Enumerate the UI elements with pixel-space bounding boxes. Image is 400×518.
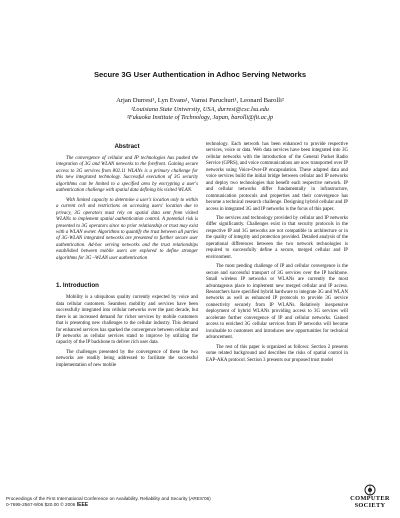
abstract-section	[56, 143, 198, 262]
body-paragraph-3: The most pending challenge of IP and cellular convergence is the secure and successful transport of 3G services over the IP backbone. Small wireless IP networks or WLANs are currently the most advantageous place to implement new merged cellular and IP access. Researchers have specified hybrid hardware to integrate 3G and WLAN networks as well as enhanced IP protocols to provide 3G service connectivity securely from IP WLANs. Relatively inexpensive deployment of hybrid WLANs providing access to 3G services will accelerate further convergence of IP and cellular networks. Gained access to enriched 3G cellular services from IP networks will become invaluable to customers and introduces new opportunities for technical advancement.	[206, 264, 348, 341]
left-column	[56, 143, 198, 372]
logo-text-society: SOCIETY	[354, 501, 386, 509]
paper-title: Secure 3G User Authentication in Adhoc Serving Networks	[93, 70, 307, 79]
proceedings-footer	[6, 496, 211, 508]
author-block	[40, 97, 360, 122]
right-column	[206, 142, 348, 367]
body-paragraph-1: technology. Each network has been enhanced to provide respective services, voice or data. Web data services have been integrated into 3G cellular networks with the introduction of the General Packet Radio Service (GPRS), and voice communications are now transported over IP networks using Voice-Over-IP encapsulation. These adapted data and voice services build the initial bridge between cellular and IP networks and deploy two technologies that benefit each respective network. IP and cellular networks differ fundamentally in infrastructure, communication protocols and properties and their convergence has become a technical research challenge. Designing hybrid cellular and IP access in integrated 3G and IP networks is the focus of this paper.	[206, 142, 348, 212]
abstract-paragraph-1: The convergence of cellular and IP technologies has pushed the integration of 3G and WLAN networks to the forefront. Gaining secure access to 3G services from 802.11 WLANs is a primary challenge for this new integrated technology. Successful execution of 3G security algorithms can be limited to a specified area by encrypting a user's authentication challenge with spatial data defining his visited WLAN.	[56, 156, 198, 194]
introduction-heading: 1. Introduction	[56, 282, 99, 290]
affiliation-2: ²Fukuoka Institute of Technology, Japan, barolli@fit.ac.jp	[126, 114, 274, 121]
proceedings-line: Proceedings of the First International Conference on Availability, Reliability and Security (ARES'06)	[6, 496, 211, 501]
logo-text-computer: COMPUTER	[350, 495, 390, 502]
author-names: Arjan Durresi¹, Lyn Evans¹, Vamsi Paruchuri¹, Leonard Barolli²	[116, 97, 284, 104]
affiliation-1: ¹Louisiana State University, USA, durresi@csc.lsu.edu	[131, 106, 269, 113]
introduction-paragraph-1: Mobility is a ubiquitous quality currently expected by voice and data cellular customers. Seamless mobility and services have been successfully integrated into cellular networks over the past decade, but there is an increased demand for richer services by mobile customers that is presenting new challenges to the cellular industry. This demand for enhanced services has sparked the convergence between cellular and IP networks as cellular services stand to improve by utilizing the capacity of the IP backbone to deliver rich user data.	[56, 295, 198, 346]
body-paragraph-4: The rest of this paper is organized as follows: Section 2 presents some related background and describes the risks of spatial control in EAP-AKA protocol. Section 3 presents our proposed trust model	[206, 344, 348, 363]
isbn-line: 0-7695-2567-9/06 $20.00 © 2006	[6, 502, 76, 507]
abstract-heading: Abstract	[114, 143, 140, 150]
computer-society-logo	[348, 484, 392, 514]
abstract-paragraph-2: With limited capacity to determine a user's location only to within a current cell and restrictions on accessing users' location due to privacy, 3G operators must rely on spatial data sent from visited WLANs to implement spatial authentication control. A potential risk is presented to 3G operators since no prior relationship or trust may exist with a WLAN owner. Algorithms to quantify the trust between all parties of 3G-WLAN integrated networks are presented to further secure user authentication. Ad-hoc serving networks and the trust relationships established between mobile users are explored to define stronger algorithms for 3G –WLAN user authentication	[56, 197, 198, 261]
ieee-logo: IEEE	[76, 502, 89, 508]
introduction-paragraph-2: The challenges presented by the convergence of these the two networks are readily being addressed to facilitate the successful implementation of new mobile	[56, 349, 198, 368]
introduction-section	[56, 282, 198, 369]
body-paragraph-2: The services and technology provided by cellular and IP networks differ significantly. Challenges exist in that security protocols in the respective IP and 3G networks are not compatible in architecture or in the quality of integrity and protection provided. Detailed analysis of the operational differences between the two network technologies is required to successfully define a secure, merged cellular and IP environment.	[206, 215, 348, 260]
